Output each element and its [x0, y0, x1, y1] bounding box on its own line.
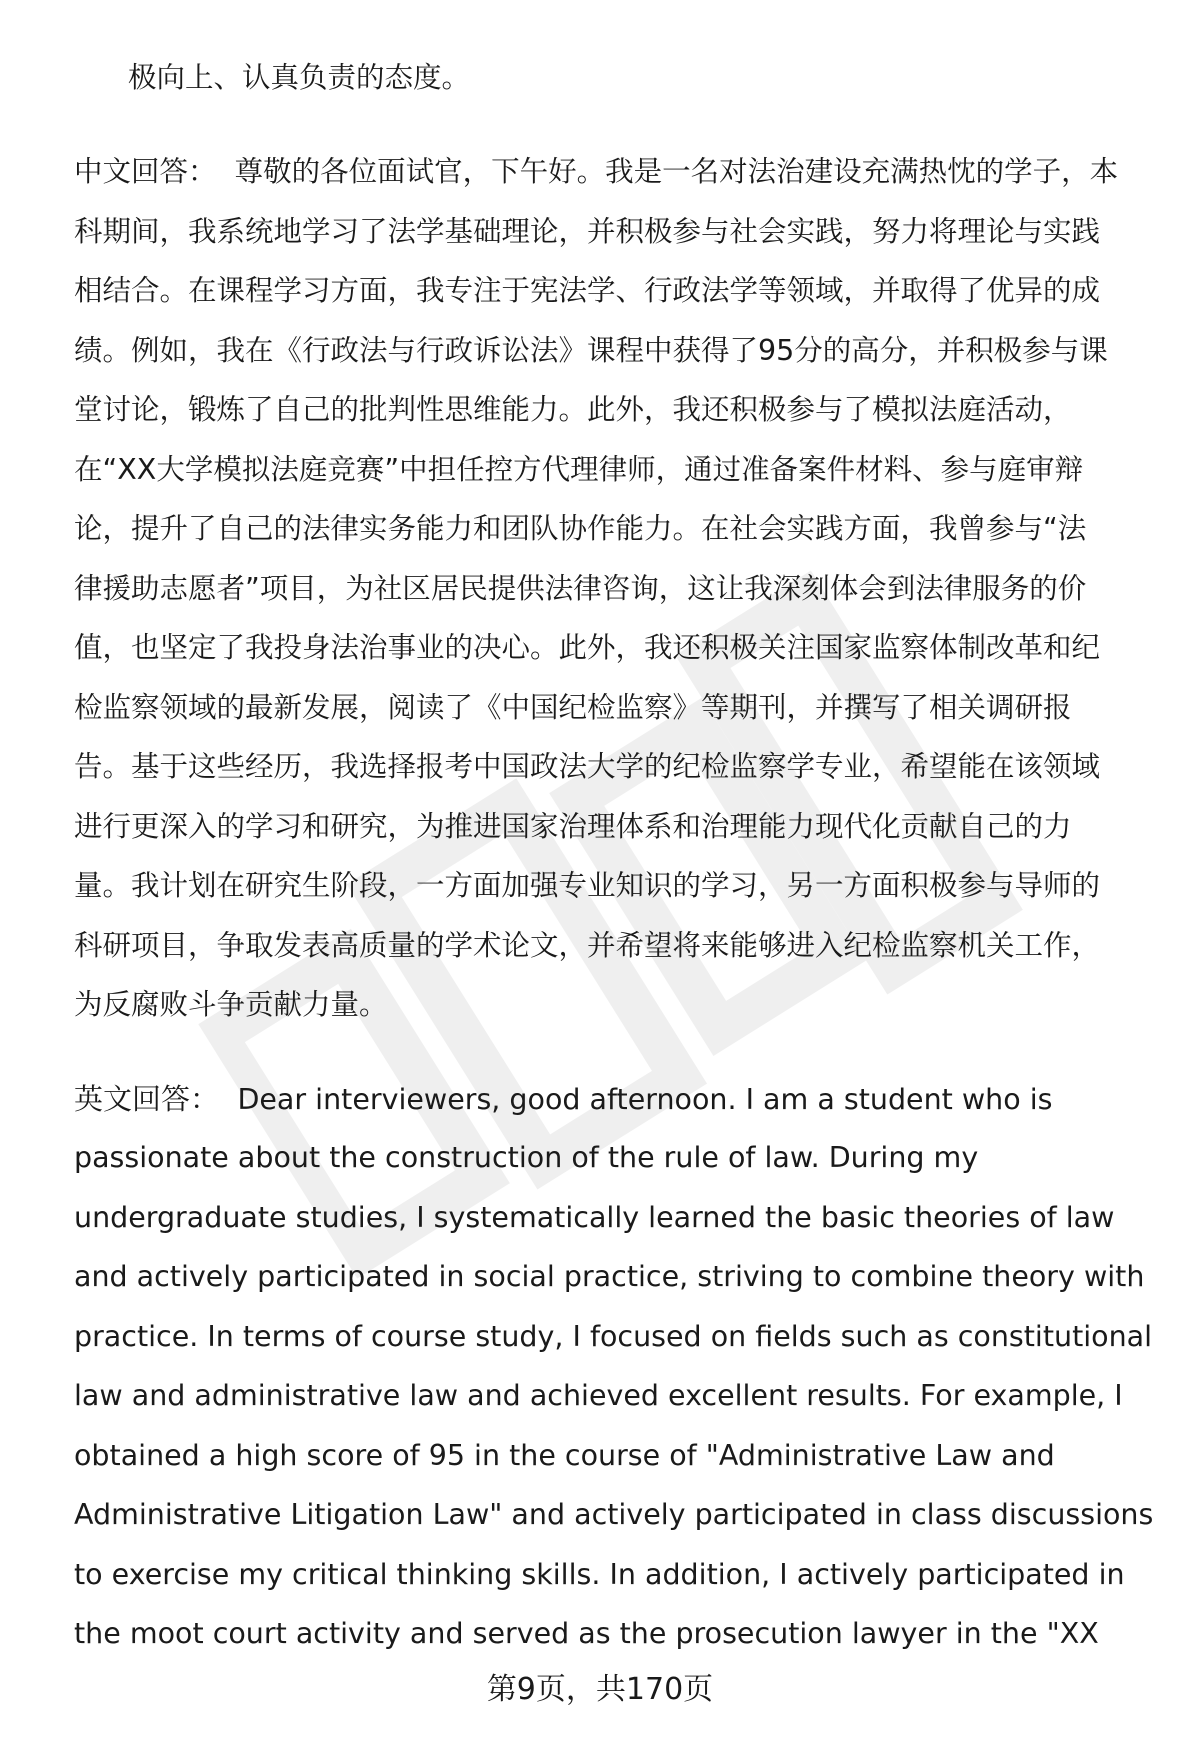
chinese-answer-line-8: 律援助志愿者”项目，为社区居民提供法律咨询，这让我深刻体会到法律服务的价 [74, 572, 1087, 605]
chinese-answer-line-3: 相结合。在课程学习方面，我专注于宪法学、行政法学等领域，并取得了优异的成 [74, 274, 1101, 307]
english-answer-line-9: to exercise my critical thinking skills. In addition, I actively participated in [74, 1558, 1125, 1591]
chinese-answer-line-12: 进行更深入的学习和研究，为推进国家治理体系和治理能力现代化贡献自己的力 [74, 810, 1072, 843]
chinese-answer-text: 尊敬的各位面试官，下午好。我是一名对法治建设充满热忱的学子，本 [234, 155, 1119, 188]
intro-tail-text: 极向上、认真负责的态度。 [128, 61, 471, 94]
chinese-answer-line-5: 堂讨论，锻炼了自己的批判性思维能力。此外，我还积极参与了模拟法庭活动， [74, 393, 1072, 426]
chinese-answer-line-4: 绩。例如，我在《行政法与行政诉讼法》课程中获得了95分的高分，并积极参与课 [74, 334, 1108, 367]
english-answer-line-2: passionate about the construction of the rule of law. During my [74, 1141, 979, 1174]
chinese-answer-line-13: 量。我计划在研究生阶段，一方面加强专业知识的学习，另一方面积极参与导师的 [74, 869, 1101, 902]
english-answer-line-5: practice. In terms of course study, I focused on fields such as constitutional [74, 1320, 1153, 1353]
english-answer-line-6: law and administrative law and achieved excellent results. For example, I [74, 1379, 1123, 1412]
chinese-answer-line-15: 为反腐败斗争贡献力量。 [74, 988, 388, 1021]
chinese-answer-line-11: 告。基于这些经历，我选择报考中国政法大学的纪检监察学专业，希望能在该领域 [74, 750, 1101, 783]
english-answer-text: Dear interviewers, good afternoon. I am a student who is [237, 1083, 1053, 1116]
chinese-answer-label: 中文回答： [74, 155, 217, 188]
english-answer-label: 英文回答： [74, 1082, 220, 1116]
english-answer-line-1 [74, 1079, 1053, 1120]
chinese-answer-line-1 [74, 152, 1118, 192]
chinese-answer-line-9: 值，也坚定了我投身法治事业的决心。此外，我还积极关注国家监察体制改革和纪 [74, 631, 1101, 664]
english-answer-line-7: obtained a high score of 95 in the course of "Administrative Law and [74, 1439, 1055, 1472]
english-answer-line-8: Administrative Litigation Law" and actively participated in class discussions [74, 1498, 1154, 1531]
chinese-answer-line-6: 在“XX大学模拟法庭竞赛”中担任控方代理律师，通过准备案件材料、参与庭审辩 [74, 453, 1084, 486]
chinese-answer-line-14: 科研项目，争取发表高质量的学术论文，并希望将来能够进入纪检监察机关工作， [74, 929, 1101, 962]
english-answer-line-10: the moot court activity and served as the prosecution lawyer in the "XX [74, 1617, 1099, 1650]
chinese-answer-line-10: 检监察领域的最新发展，阅读了《中国纪检监察》等期刊，并撰写了相关调研报 [74, 691, 1072, 724]
page-number-footer: 第9页，共170页 [486, 1672, 714, 1707]
chinese-answer-line-2: 科期间，我系统地学习了法学基础理论，并积极参与社会实践，努力将理论与实践 [74, 215, 1101, 248]
english-answer-line-4: and actively participated in social practice, striving to combine theory with [74, 1260, 1145, 1293]
english-answer-line-3: undergraduate studies, I systematically learned the basic theories of law [74, 1201, 1115, 1234]
chinese-answer-line-7: 论，提升了自己的法律实务能力和团队协作能力。在社会实践方面，我曾参与“法 [74, 512, 1087, 545]
